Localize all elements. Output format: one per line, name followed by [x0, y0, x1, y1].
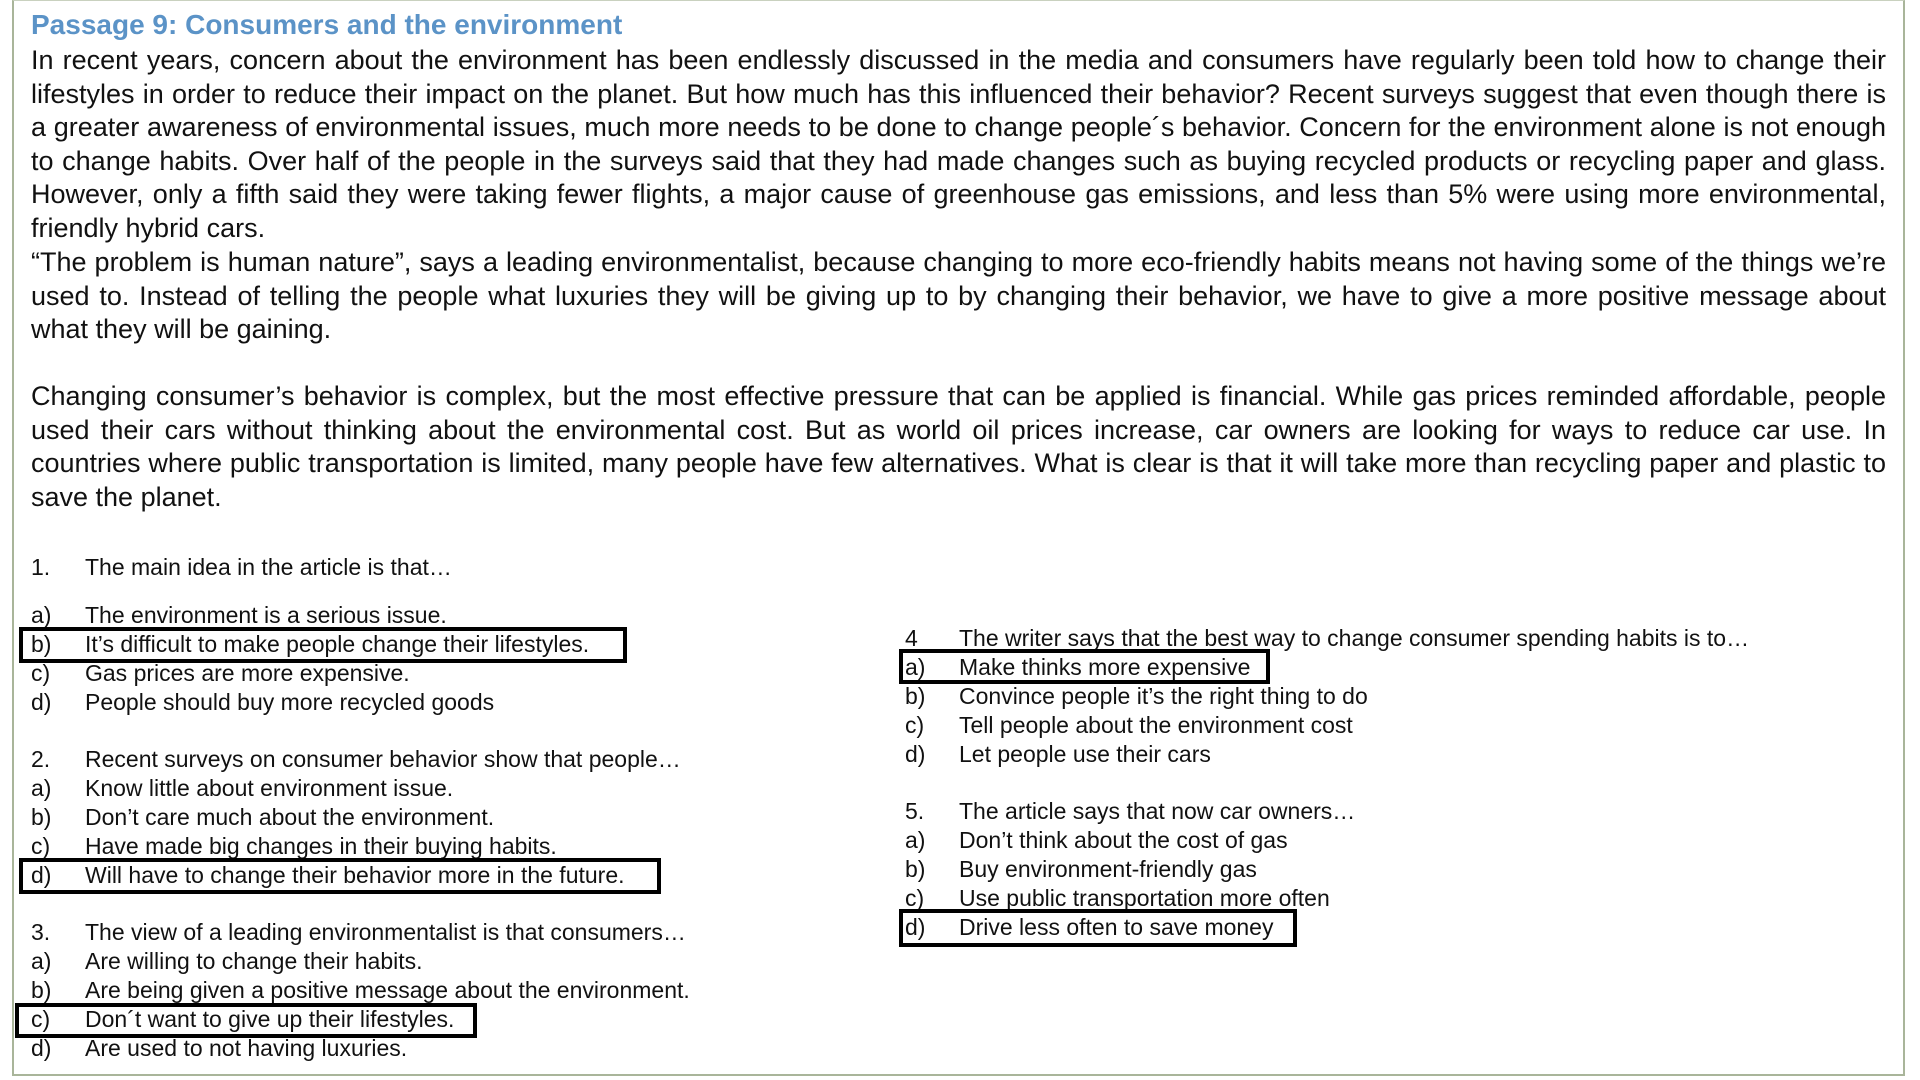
passage-paragraph-3: Changing consumer’s behavior is complex, but the most effective pressure that can be applied is financial. While gas prices reminded affordable, people used their cars without thinking about the environmental cost. But as world oil prices increase, car owners are looking for ways to reduce car use. In countries where public transportation is limited, many people have few alternatives. What is clear is that it will take more than recycling paper and plastic to save the planet.: [31, 381, 1886, 512]
option-text: Gas prices are more expensive.: [85, 660, 410, 686]
option-label: c): [31, 1006, 51, 1032]
passage-title: Passage 9: Consumers and the environment: [31, 9, 623, 40]
question-text: The view of a leading environmentalist is that consumers…: [85, 919, 686, 945]
option-label: d): [905, 741, 926, 767]
question-number: 3.: [31, 919, 51, 945]
question-number: 1.: [31, 554, 51, 580]
option-text: Don’t think about the cost of gas: [959, 827, 1288, 853]
option-text: Convince people it’s the right thing to do: [959, 683, 1368, 709]
option-label: a): [31, 602, 52, 628]
option-text: The environment is a serious issue.: [85, 602, 447, 628]
question-text: The main idea in the article is that…: [85, 554, 452, 580]
option-text: Don’t care much about the environment.: [85, 804, 495, 830]
option-label: a): [31, 948, 52, 974]
option-label: c): [31, 833, 51, 859]
passage-paragraph-2: “The problem is human nature”, says a leading environmentalist, because changing to more eco-friendly habits means not having some of the things we’re used to. Instead of telling the people what luxuries they will be giving up to by changing their behavior, we have to give a more positive message about what they will be gaining.: [31, 247, 1886, 345]
option-label: c): [905, 885, 925, 911]
option-label: d): [31, 862, 52, 888]
option-text: It’s difficult to make people change their lifestyles.: [85, 631, 590, 657]
option-label: b): [31, 631, 52, 657]
option-label: c): [31, 660, 51, 686]
option-label: a): [905, 654, 926, 680]
option-text: Don´t want to give up their lifestyles.: [85, 1006, 455, 1032]
option-label: b): [905, 856, 926, 882]
option-label: c): [905, 712, 925, 738]
question-text: Recent surveys on consumer behavior show that people…: [85, 746, 681, 772]
option-label: d): [31, 1035, 52, 1061]
question-number: 4: [905, 625, 918, 651]
option-label: d): [31, 689, 52, 715]
question-number: 2.: [31, 746, 51, 772]
option-text: Will have to change their behavior more in the future.: [85, 862, 625, 888]
option-text: Buy environment-friendly gas: [959, 856, 1257, 882]
passage-paragraph-1: In recent years, concern about the environment has been endlessly discussed in the media and consumers have regularly been told how to change their lifestyles in order to reduce their impact on the planet. But how much has this influenced their behavior? Recent surveys suggest that even though there is a greater awareness of environmental issues, much more needs to be done to change people´s behavior. Concern for the environment alone is not enough to change habits. Over half of the people in the surveys said that they had made changes such as buying recycled products or recycling paper and glass. However, only a fifth said they were taking fewer flights, a major cause of greenhouse gas emissions, and less than 5% were using more environmental, friendly hybrid cars.: [31, 45, 1886, 243]
option-text: People should buy more recycled goods: [85, 689, 495, 715]
option-text: Make thinks more expensive: [959, 654, 1251, 680]
option-label: d): [905, 914, 926, 940]
option-label: b): [31, 977, 52, 1003]
option-text: Are willing to change their habits.: [85, 948, 423, 974]
option-label: a): [905, 827, 926, 853]
option-label: b): [905, 683, 926, 709]
option-text: Tell people about the environment cost: [959, 712, 1353, 738]
option-text: Let people use their cars: [959, 741, 1211, 767]
option-label: a): [31, 775, 52, 801]
question-number: 5.: [905, 798, 925, 824]
question-text: The writer says that the best way to change consumer spending habits is to…: [959, 625, 1750, 651]
option-text: Are used to not having luxuries.: [85, 1035, 408, 1061]
option-text: Use public transportation more often: [959, 885, 1330, 911]
option-text: Have made big changes in their buying habits.: [85, 833, 557, 859]
question-text: The article says that now car owners…: [959, 798, 1356, 824]
option-text: Drive less often to save money: [959, 914, 1274, 940]
option-label: b): [31, 804, 52, 830]
option-text: Are being given a positive message about the environment.: [85, 977, 690, 1003]
option-text: Know little about environment issue.: [85, 775, 454, 801]
